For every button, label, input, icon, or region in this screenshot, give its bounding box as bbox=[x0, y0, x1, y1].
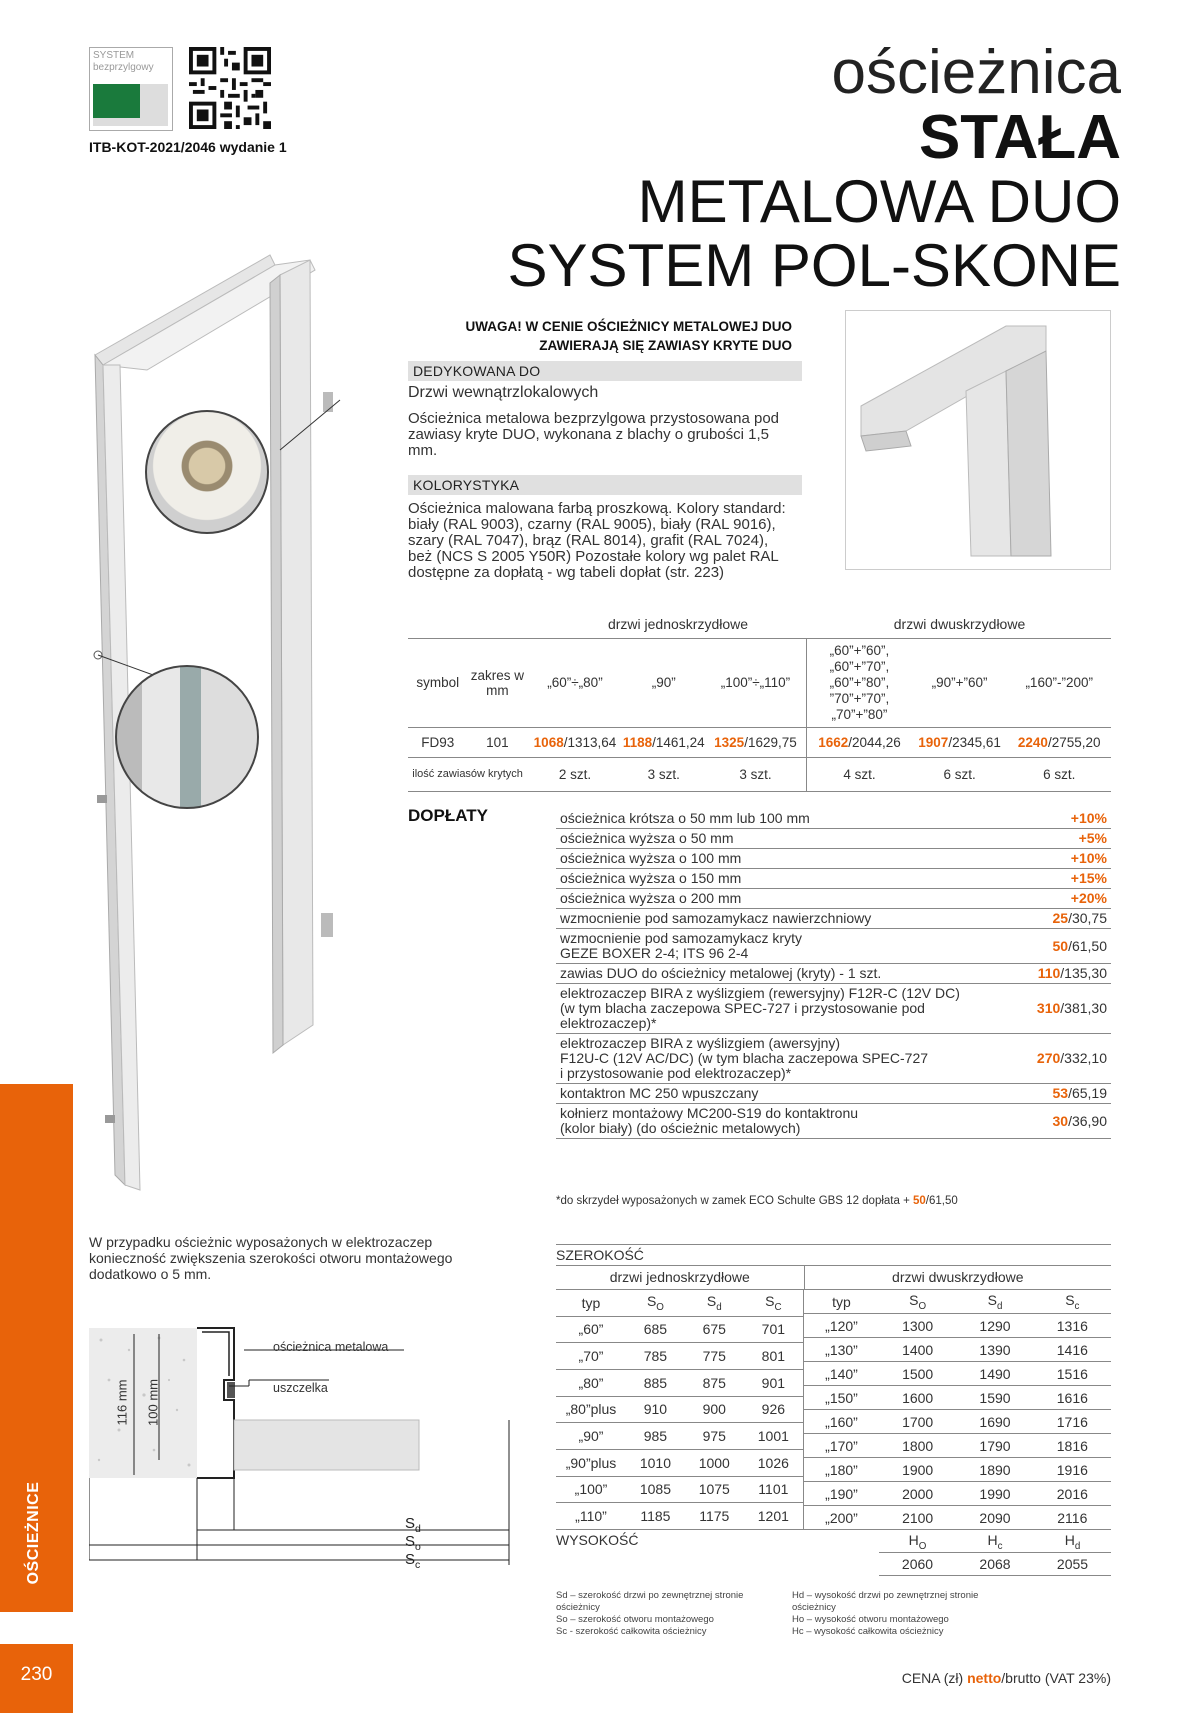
width-cell: 975 bbox=[685, 1423, 744, 1450]
electro-note: W przypadku ościeżnic wyposażonych w elektrozaczep konieczność zwiększenia szerokości otworu montażowego dodatkowo o 5 mm. bbox=[89, 1234, 453, 1282]
qr-code[interactable] bbox=[189, 47, 271, 129]
price-cell: 2240/2755,20 bbox=[1017, 734, 1101, 750]
surcharge-label: wzmocnienie pod samozamykacz nawierzchniowy bbox=[556, 909, 1022, 929]
width-cell: 785 bbox=[626, 1343, 685, 1370]
hinges-cell: 3 szt. bbox=[647, 766, 680, 782]
width-cell: 2000 bbox=[879, 1482, 956, 1506]
width-cell: 1890 bbox=[956, 1458, 1033, 1482]
width-cell: 1000 bbox=[685, 1449, 744, 1476]
surcharge-footnote: *do skrzydeł wyposażonych w zamek ECO Schulte GBS 12 dopłata + 50/61,50 bbox=[556, 1195, 958, 1207]
width-cell: „100” bbox=[556, 1476, 626, 1503]
badge-green-block bbox=[93, 84, 140, 118]
width-row-double bbox=[804, 1434, 1111, 1458]
section-diagram bbox=[89, 1320, 519, 1580]
certificate-number: ITB-KOT-2021/2046 wydanie 1 bbox=[89, 139, 287, 155]
price-cell: 1325/1629,75 bbox=[705, 727, 807, 757]
surcharge-price: +5% bbox=[1022, 829, 1111, 849]
width-cell: 685 bbox=[626, 1316, 685, 1343]
title-line3: METALOWA DUO bbox=[637, 168, 1121, 235]
width-row-double bbox=[804, 1506, 1111, 1530]
width-row-single bbox=[556, 1476, 804, 1503]
col-160-200: „160”-”200” bbox=[1025, 675, 1093, 691]
page-number: 230 bbox=[20, 1664, 53, 1685]
height-value: 2060 bbox=[901, 1556, 934, 1572]
width-row-double bbox=[804, 1482, 1111, 1506]
width-cell: 1690 bbox=[956, 1410, 1033, 1434]
width-cell: 1816 bbox=[1034, 1434, 1111, 1458]
surcharges-table bbox=[556, 809, 1111, 1139]
surcharge-label: ościeżnica krótsza o 50 mm lub 100 mm bbox=[556, 809, 1022, 829]
surcharge-price: 25/30,75 bbox=[1022, 909, 1111, 929]
hinges-cell: 6 szt. bbox=[943, 766, 976, 782]
hinges-cell: 2 szt. bbox=[558, 766, 592, 782]
col-double-small: „60”+”60”, „60”+”70”, „60”+”80”, ”70”+”70”, „70”+”80” bbox=[829, 642, 890, 722]
width-cell: 1990 bbox=[956, 1482, 1033, 1506]
width-cell: „200” bbox=[804, 1506, 879, 1530]
width-cell: „60” bbox=[556, 1316, 626, 1343]
badge-grey-b bbox=[93, 118, 168, 126]
width-group-single: drzwi jednoskrzydłowe bbox=[556, 1266, 805, 1289]
width-cell: „120” bbox=[804, 1314, 879, 1338]
title-line2: STAŁA bbox=[918, 103, 1121, 172]
h-so: $S_O$ bbox=[626, 1290, 685, 1316]
surcharge-row bbox=[556, 1104, 1111, 1139]
dedicated-description: Ościeżnica metalowa bezprzylgowa przystosowana pod zawiasy kryte DUO, wykonana z blachy o grubości 1,5 mm. bbox=[408, 410, 780, 459]
surcharge-row bbox=[556, 929, 1111, 964]
row-symbol: FD93 bbox=[421, 734, 455, 750]
width-cell: „190” bbox=[804, 1482, 879, 1506]
warning-line1: UWAGA! W CENIE OŚCIEŻNICY METALOWEJ DUO bbox=[465, 319, 792, 334]
surcharge-row bbox=[556, 809, 1111, 829]
width-cell: 1500 bbox=[879, 1362, 956, 1386]
width-cell: 1290 bbox=[956, 1314, 1033, 1338]
group-double-label: drzwi dwuskrzydłowe bbox=[893, 616, 1026, 632]
width-cell: 2116 bbox=[1034, 1506, 1111, 1530]
warning-note bbox=[400, 317, 792, 355]
width-row-double bbox=[804, 1410, 1111, 1434]
col-90-60: „90”+”60” bbox=[931, 675, 988, 691]
surcharge-row bbox=[556, 829, 1111, 849]
h-hc: $H_c$ bbox=[987, 1532, 1003, 1552]
surcharge-label: ościeżnica wyższa o 150 mm bbox=[556, 869, 1022, 889]
width-cell: 885 bbox=[626, 1369, 685, 1396]
price-cell: 1662/2044,26 bbox=[818, 734, 901, 750]
width-cell: 701 bbox=[744, 1316, 804, 1343]
width-cell: 1400 bbox=[879, 1338, 956, 1362]
width-cell: 1790 bbox=[956, 1434, 1033, 1458]
width-cell: 1085 bbox=[626, 1476, 685, 1503]
group-single-label: drzwi jednoskrzydłowe bbox=[607, 616, 749, 632]
profile-photo bbox=[845, 310, 1111, 570]
system-badge bbox=[89, 47, 173, 131]
surcharge-price: 270/332,10 bbox=[1022, 1034, 1111, 1084]
dim-116: 116 mm bbox=[114, 1379, 130, 1426]
width-cell: 901 bbox=[744, 1369, 804, 1396]
width-cell: 775 bbox=[685, 1343, 744, 1370]
price-table bbox=[408, 616, 1111, 792]
h-sc-double: $S_c$ bbox=[1034, 1290, 1111, 1314]
surcharge-label: kołnierz montażowy MC200-S19 do kontaktronu (kolor biały) (do ościeżnic metalowych) bbox=[556, 1104, 1022, 1139]
width-cell: 1300 bbox=[879, 1314, 956, 1338]
width-row-single bbox=[556, 1423, 804, 1450]
width-cell: 801 bbox=[744, 1343, 804, 1370]
width-cell: „90” bbox=[556, 1423, 626, 1450]
frame-detail-circle bbox=[115, 665, 259, 809]
width-cell: 900 bbox=[685, 1396, 744, 1423]
row-range: 101 bbox=[486, 734, 509, 750]
surcharge-price: +10% bbox=[1022, 849, 1111, 869]
width-cell: „150” bbox=[804, 1386, 879, 1410]
legend-so: So – szerokość otworu montażowego bbox=[556, 1614, 714, 1625]
width-cell: „170” bbox=[804, 1434, 879, 1458]
surcharge-label: zawias DUO do ościeżnicy metalowej (kryty) - 1 szt. bbox=[556, 964, 1022, 984]
legend-hd: Hd – wysokość drzwi po zewnętrznej stronie ościeżnicy bbox=[792, 1590, 979, 1613]
width-group-double: drzwi dwuskrzydłowe bbox=[892, 1269, 1024, 1285]
height-value: 2055 bbox=[1056, 1556, 1089, 1572]
surcharge-price: +20% bbox=[1022, 889, 1111, 909]
h-sd: $S_d$ bbox=[685, 1290, 744, 1316]
col-symbol: symbol bbox=[416, 675, 460, 691]
width-row-single bbox=[556, 1343, 804, 1370]
col-range: zakres w mm bbox=[470, 667, 524, 698]
width-row-double bbox=[804, 1338, 1111, 1362]
surcharge-price: 50/61,50 bbox=[1022, 929, 1111, 964]
width-cell: „130” bbox=[804, 1338, 879, 1362]
width-cell: 1010 bbox=[626, 1449, 685, 1476]
width-cell: 2090 bbox=[956, 1506, 1033, 1530]
width-cell: 1416 bbox=[1034, 1338, 1111, 1362]
price-note: CENA (zł) netto/brutto (VAT 23%) bbox=[901, 1670, 1111, 1686]
h-so-double: $S_O$ bbox=[879, 1290, 956, 1314]
colors-description: Ościeżnica malowana farbą proszkową. Kolory standard: biały (RAL 9003), czarny (RAL 9005), biały (RAL 9016), szary (RAL 7047), brąz (RAL 8014), grafit (RAL 7024), beż (NCS S 2005 Y50R) Pozostałe kolory wg palet RAL dostępne za dopłatą - wg tabeli dopłat (str. 223) bbox=[408, 500, 786, 581]
hinges-cell: 6 szt. bbox=[1043, 766, 1076, 782]
surcharge-label: ościeżnica wyższa o 100 mm bbox=[556, 849, 1022, 869]
surcharge-label: ościeżnica wyższa o 200 mm bbox=[556, 889, 1022, 909]
surcharge-row bbox=[556, 889, 1111, 909]
height-value: 2068 bbox=[979, 1556, 1011, 1572]
width-cell: 910 bbox=[626, 1396, 685, 1423]
h-sd-double: $S_d$ bbox=[956, 1290, 1033, 1314]
col-60-80: „60”÷„80” bbox=[547, 675, 603, 691]
width-row-single bbox=[556, 1316, 804, 1343]
width-cell: 2100 bbox=[879, 1506, 956, 1530]
width-cell: 1101 bbox=[744, 1476, 804, 1503]
surcharge-price: 310/381,30 bbox=[1022, 984, 1111, 1034]
surcharge-label: kontaktron MC 250 wpuszczany bbox=[556, 1084, 1022, 1104]
h-ho: $H_O$ bbox=[908, 1532, 927, 1552]
surcharge-row bbox=[556, 869, 1111, 889]
legend-hc: Hc – wysokość całkowita ościeżnicy bbox=[792, 1626, 944, 1637]
width-cell: 1026 bbox=[744, 1449, 804, 1476]
legend-right bbox=[792, 1590, 1002, 1638]
surcharge-row bbox=[556, 849, 1111, 869]
h-hd: $H_d$ bbox=[1064, 1532, 1081, 1552]
col-100-110: „100”÷„110” bbox=[705, 639, 807, 727]
hinge-detail-circle bbox=[145, 410, 269, 534]
price-cell: 1188/1461,24 bbox=[622, 734, 705, 750]
surcharge-price: +15% bbox=[1022, 869, 1111, 889]
hinges-label: ilość zawiasów krytych bbox=[412, 768, 523, 780]
width-cell: 1390 bbox=[956, 1338, 1033, 1362]
label-sd: $S_d$ bbox=[405, 1515, 421, 1535]
surcharge-label: ościeżnica wyższa o 50 mm bbox=[556, 829, 1022, 849]
width-row-double bbox=[804, 1386, 1111, 1410]
label-sc: $S_c$ bbox=[405, 1551, 421, 1571]
width-row-single bbox=[556, 1449, 804, 1476]
h-typ: typ bbox=[556, 1290, 626, 1316]
width-row-single bbox=[556, 1369, 804, 1396]
surcharges-title: DOPŁATY bbox=[408, 806, 488, 825]
surcharge-row bbox=[556, 909, 1111, 929]
title-line1: ościeżnica bbox=[831, 38, 1121, 107]
warning-line2: ZAWIERAJĄ SIĘ ZAWIASY KRYTE DUO bbox=[539, 338, 792, 353]
side-tab-label: OŚCIEŻNICE bbox=[25, 1481, 42, 1585]
legend-left bbox=[556, 1590, 766, 1638]
badge-line1: SYSTEM bbox=[93, 50, 135, 61]
surcharge-label: wzmocnienie pod samozamykacz kryty GEZE BOXER 2-4; ITS 96 2-4 bbox=[556, 929, 1022, 964]
width-row-double bbox=[804, 1458, 1111, 1482]
price-cell: 1907/2345,61 bbox=[918, 734, 1001, 750]
width-cell: „80”plus bbox=[556, 1396, 626, 1423]
width-cell: 926 bbox=[744, 1396, 804, 1423]
dedicated-item: Drzwi wewnątrzlokalowych bbox=[408, 384, 599, 401]
surcharge-row bbox=[556, 1084, 1111, 1104]
h-sc: $S_C$ bbox=[744, 1290, 804, 1316]
width-cell: 985 bbox=[626, 1423, 685, 1450]
label-so: $S_o$ bbox=[405, 1533, 421, 1553]
width-row-double bbox=[804, 1362, 1111, 1386]
height-title: WYSOKOŚĆ bbox=[556, 1532, 639, 1548]
width-cell: 1316 bbox=[1034, 1314, 1111, 1338]
surcharge-row bbox=[556, 964, 1111, 984]
width-cell: 1716 bbox=[1034, 1410, 1111, 1434]
width-table bbox=[556, 1244, 1111, 1576]
legend-sc: Sc - szerokość całkowita ościeżnicy bbox=[556, 1626, 707, 1637]
hinges-cell: 3 szt. bbox=[705, 757, 807, 791]
h-typ-double: typ bbox=[804, 1290, 879, 1314]
width-row-single bbox=[556, 1503, 804, 1530]
width-cell: „140” bbox=[804, 1362, 879, 1386]
surcharge-price: 30/36,90 bbox=[1022, 1104, 1111, 1139]
page-title bbox=[508, 40, 1121, 298]
dedicated-header: DEDYKOWANA DO bbox=[408, 361, 802, 381]
hinges-cell: 4 szt. bbox=[843, 766, 876, 782]
surcharge-price: 110/135,30 bbox=[1022, 964, 1111, 984]
width-cell: „90”plus bbox=[556, 1449, 626, 1476]
legend-sd: Sd – szerokość drzwi po zewnętrznej stronie ościeżnicy bbox=[556, 1590, 744, 1613]
width-cell: 1916 bbox=[1034, 1458, 1111, 1482]
width-cell: „160” bbox=[804, 1410, 879, 1434]
profile-drawing bbox=[846, 311, 1110, 569]
title-line4: SYSTEM POL-SKONE bbox=[507, 232, 1121, 299]
width-cell: 1700 bbox=[879, 1410, 956, 1434]
width-cell: 1600 bbox=[879, 1386, 956, 1410]
legend-ho: Ho – wysokość otworu montażowego bbox=[792, 1614, 949, 1625]
width-cell: 1001 bbox=[744, 1423, 804, 1450]
width-cell: 1175 bbox=[685, 1503, 744, 1530]
width-cell: „70” bbox=[556, 1343, 626, 1370]
width-cell: 1185 bbox=[626, 1503, 685, 1530]
price-cell: 1068/1313,64 bbox=[533, 734, 617, 750]
width-cell: 1490 bbox=[956, 1362, 1033, 1386]
surcharge-row bbox=[556, 984, 1111, 1034]
surcharge-row bbox=[556, 1034, 1111, 1084]
label-frame: ościeżnica metalowa bbox=[273, 1340, 389, 1354]
width-row-double bbox=[804, 1314, 1111, 1338]
surcharge-label: elektrozaczep BIRA z wyślizgiem (awersyjny) F12U-C (12V AC/DC) (w tym blacha zaczepowa SPEC-727 i przystosowanie pod elektrozaczep)* bbox=[556, 1034, 1022, 1084]
width-cell: 1590 bbox=[956, 1386, 1033, 1410]
width-cell: 675 bbox=[685, 1316, 744, 1343]
width-title: SZEROKOŚĆ bbox=[556, 1244, 1111, 1266]
width-cell: 1201 bbox=[744, 1503, 804, 1530]
surcharge-label: elektrozaczep BIRA z wyślizgiem (rewersyjny) F12R-C (12V DC) (w tym blacha zaczepowa SPEC-727 i przystosowanie pod elektrozaczep)* bbox=[556, 984, 1022, 1034]
badge-line2: bezprzylgowy bbox=[93, 62, 154, 73]
width-cell: 1075 bbox=[685, 1476, 744, 1503]
side-tab[interactable] bbox=[0, 1084, 73, 1612]
page-number-box bbox=[0, 1644, 73, 1713]
surcharge-price: 53/65,19 bbox=[1022, 1084, 1111, 1104]
width-cell: 2016 bbox=[1034, 1482, 1111, 1506]
surcharge-price: +10% bbox=[1022, 809, 1111, 829]
dim-100: 100 mm bbox=[145, 1379, 161, 1426]
width-cell: 1516 bbox=[1034, 1362, 1111, 1386]
width-cell: 875 bbox=[685, 1369, 744, 1396]
colors-header: KOLORYSTYKA bbox=[408, 475, 802, 495]
width-row-single bbox=[556, 1396, 804, 1423]
width-cell: 1900 bbox=[879, 1458, 956, 1482]
col-90: „90” bbox=[651, 675, 676, 691]
width-cell: „110” bbox=[556, 1503, 626, 1530]
width-cell: „180” bbox=[804, 1458, 879, 1482]
width-cell: 1616 bbox=[1034, 1386, 1111, 1410]
label-seal: uszczelka bbox=[273, 1381, 328, 1395]
width-cell: „80” bbox=[556, 1369, 626, 1396]
width-cell: 1800 bbox=[879, 1434, 956, 1458]
